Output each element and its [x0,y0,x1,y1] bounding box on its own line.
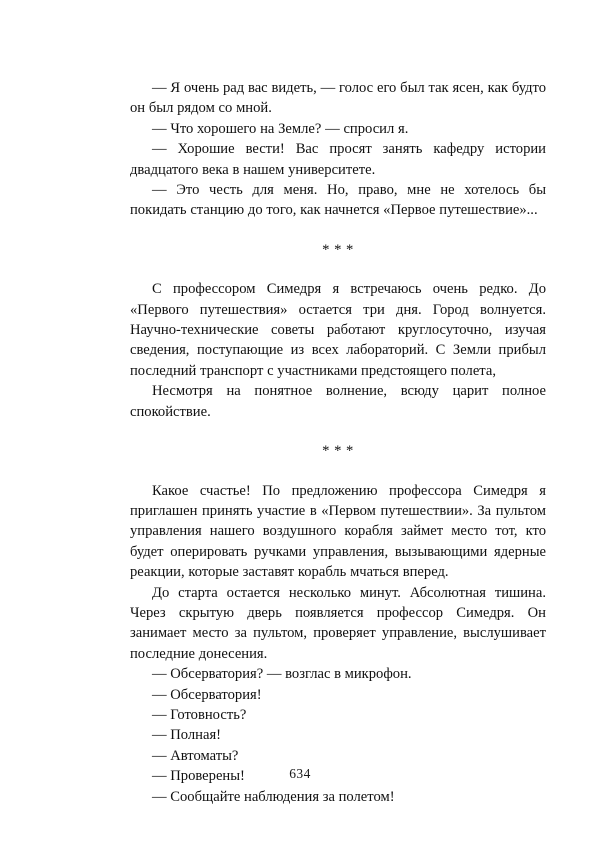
section-professor-meeting [130,279,546,422]
dialogue-line: — Полная! [152,727,222,744]
body-paragraph: Какое счастье! По предложению профессора Симедря я приглашен принять участие в «Первом путешествии». За пультом управления нашего воздушного корабля займет место тот, кто будет оперировать ручками управления, вызывающими ядерные реакции, которые заставят корабль мчаться вперед. [130,482,546,581]
dialogue-paragraph: — Я очень рад вас видеть, — голос его был так ясен, как будто он был рядом со мной. [130,80,546,117]
dialogue-paragraph: — Это честь для меня. Но, право, мне не хотелось бы покидать станцию до того, как начнется «Первое путешествие»... [130,182,546,219]
spacer [130,260,546,279]
dialogue-line: — Сообщайте наблюдения за полетом! [152,788,395,805]
dialogue-line: — Проверены! [152,768,245,785]
spacer [130,422,546,441]
spacer [130,221,546,240]
body-paragraph: Несмотря на понятное волнение, всюду царит полное спокойствие. [130,383,546,420]
section-separator: * * * [322,241,354,258]
dialogue-line: — Обсерватория! [152,686,262,703]
text-column [130,78,546,807]
section-separator: * * * [322,443,354,460]
spacer [130,462,546,481]
dialogue-paragraph: — Что хорошего на Земле? — спросил я. [152,120,409,137]
dialogue-paragraph: — Хорошие вести! Вас просят занять кафедру истории двадцатого века в нашем университете. [130,141,546,178]
dialogue-line: — Готовность? [152,706,247,723]
dialogue-line: — Автоматы? [152,747,239,764]
body-paragraph: С профессором Симедря я встречаюсь очень редко. До «Первого путешествия» остается три дня. Город волнуется. Научно-технические советы работают круглосуточно, изучая сведения, поступающие из всех лабораторий. С Земли прибыл последний транспорт с участниками предстоящего полета, [130,281,546,379]
dialogue-line: — Обсерватория? — возглас в микрофон. [152,666,412,683]
page-number: 634 [289,766,311,781]
section-first-journey [130,481,546,808]
section-dialogue-opening [130,78,546,221]
body-paragraph: До старта остается несколько минут. Абсолютная тишина. Через скрытую дверь появляется профессор Симедря. Он занимает место за пультом, проверяет управление, выслушивает последние донесения. [130,584,546,662]
